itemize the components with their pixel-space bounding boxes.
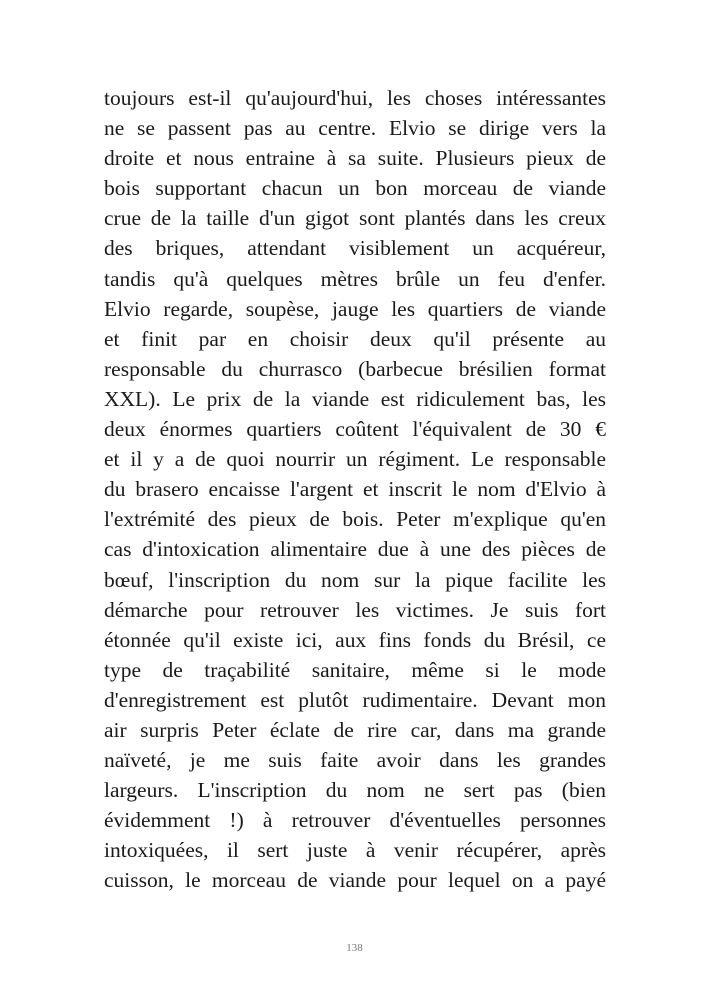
text-line: bois supportant chacun un bon morceau de viande (104, 176, 606, 201)
text-line: évidemment !) à retrouver d'éventuelles personnes (104, 808, 606, 833)
text-line: Elvio regarde, soupèse, jauge les quartiers de viande (104, 296, 606, 321)
text-line: crue de la taille d'un gigot sont plantés dans les creux (104, 206, 606, 231)
text-line: deux énormes quartiers coûtent l'équivalent de 30 € (104, 417, 606, 442)
text-line: l'extrémité des pieux de bois. Peter m'explique qu'en (104, 507, 606, 532)
text-line: largeurs. L'inscription du nom ne sert pas (bien (104, 778, 606, 803)
text-line: air surpris Peter éclate de rire car, dans ma grande (104, 717, 606, 742)
text-line: responsable du churrasco (barbecue brésilien format (104, 356, 606, 381)
text-line: et il y a de quoi nourrir un régiment. Le responsable (104, 447, 606, 472)
text-line: naïveté, je me suis faite avoir dans les grandes (104, 748, 606, 773)
text-line: droite et nous entraine à sa suite. Plusieurs pieux de (104, 146, 606, 171)
text-line: et finit par en choisir deux qu'il présente au (104, 326, 606, 351)
text-line: bœuf, l'inscription du nom sur la pique facilite les (104, 567, 606, 592)
text-line: du brasero encaisse l'argent et inscrit le nom d'Elvio à (104, 477, 606, 502)
text-line: cuisson, le morceau de viande pour lequel on a payé (104, 868, 606, 893)
text-line: ne se passent pas au centre. Elvio se dirige vers la (104, 116, 606, 141)
page-number: 138 (346, 942, 363, 954)
text-line: des briques, attendant visiblement un acquéreur, (104, 236, 606, 261)
text-line: type de traçabilité sanitaire, même si le mode (104, 657, 606, 682)
text-line: cas d'intoxication alimentaire due à une des pièces de (104, 537, 606, 562)
body-text (104, 83, 606, 896)
text-line: XXL). Le prix de la viande est ridiculement bas, les (104, 386, 606, 411)
text-line: étonnée qu'il existe ici, aux fins fonds du Brésil, ce (104, 627, 606, 652)
text-line: intoxiquées, il sert juste à venir récupérer, après (104, 838, 606, 863)
text-line: tandis qu'à quelques mètres brûle un feu d'enfer. (104, 266, 606, 291)
text-line: d'enregistrement est plutôt rudimentaire. Devant mon (104, 687, 606, 712)
text-line: démarche pour retrouver les victimes. Je suis fort (104, 597, 606, 622)
text-line: toujours est-il qu'aujourd'hui, les choses intéressantes (104, 86, 606, 110)
